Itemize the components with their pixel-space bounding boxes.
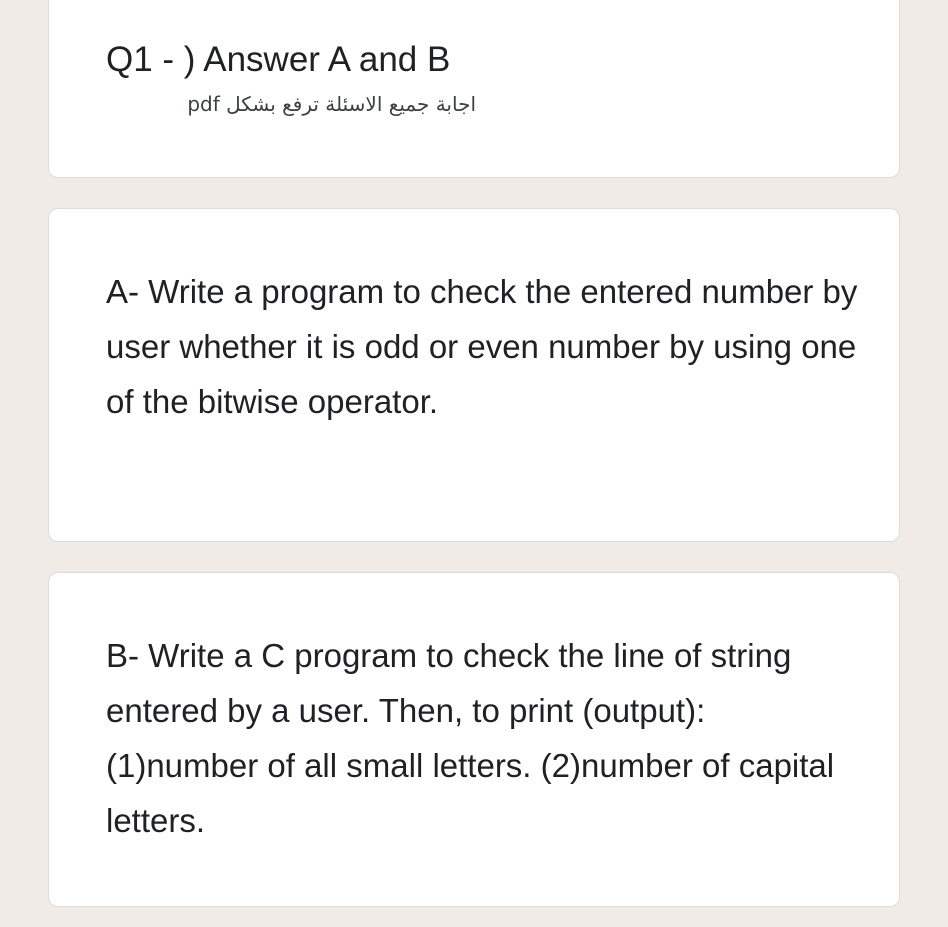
form-header-card xyxy=(48,0,900,178)
form-description: اجابة جميع الاسئلة ترفع بشكل pdf xyxy=(187,92,476,116)
form-title: Q1 - ) Answer A and B xyxy=(106,40,451,79)
question-a-text: A- Write a program to check the entered number by user whether it is odd or even number by using one of the bitwise operator. xyxy=(106,273,858,420)
question-card-a xyxy=(48,208,900,542)
question-card-b xyxy=(48,572,900,907)
question-b-text: B- Write a C program to check the line of string entered by a user. Then, to print (output): (1)number of all small letters. (2)number of capital letters. xyxy=(106,637,835,839)
